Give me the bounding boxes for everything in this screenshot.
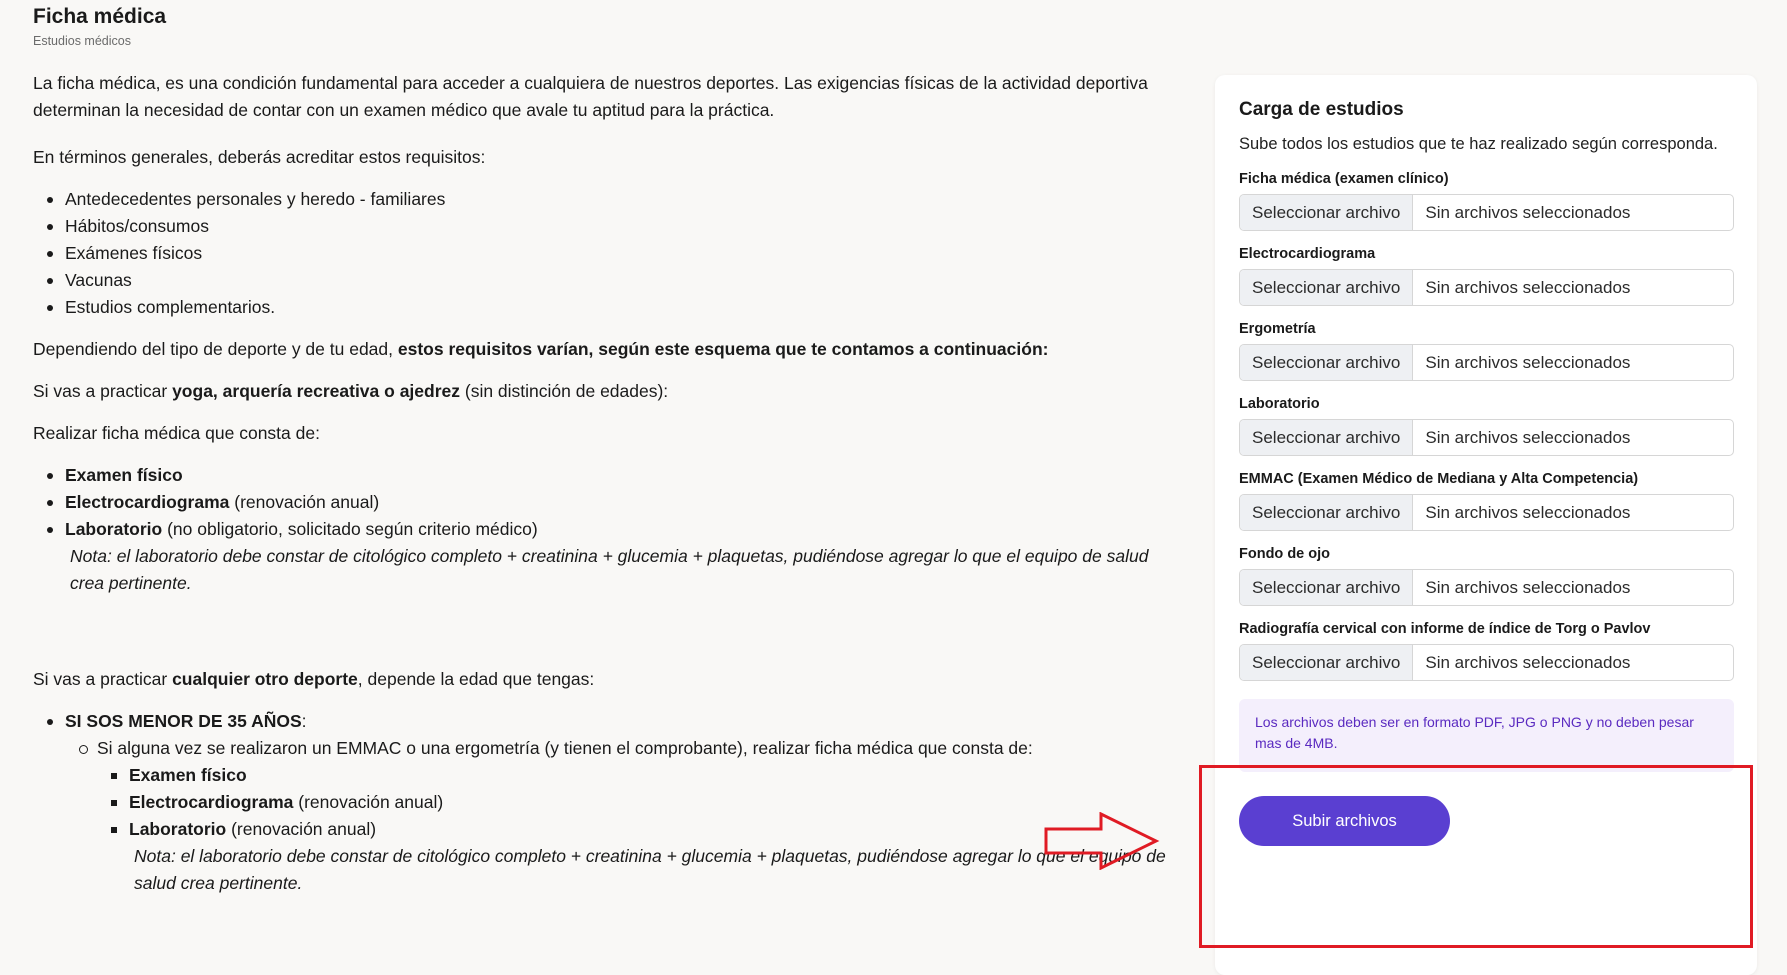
list-item: Electrocardiograma (renovación anual)	[65, 489, 1168, 516]
list-item: Examen físico	[65, 462, 1168, 489]
list-item: Laboratorio (renovación anual) Nota: el laboratorio debe constar de citológico completo + creatinina + glucemia + plaquetas, pudiéndose agregar lo que el equipo de salud crea pertinente.	[129, 816, 1168, 897]
arrow-right-icon	[1043, 812, 1161, 870]
file-status: Sin archivos seleccionados	[1425, 653, 1631, 672]
field-label: EMMAC (Examen Médico de Mediana y Alta Competencia)	[1239, 471, 1639, 487]
list-item: Antedecedentes personales y heredo - familiares	[65, 186, 1168, 213]
lab-note: Nota: el laboratorio debe constar de citológico completo + creatinina + glucemia + plaquetas, pudiéndose agregar lo que el equipo de salud crea pertinente.	[134, 846, 1166, 893]
list-item: Examen físico	[129, 762, 1168, 789]
upload-field	[1239, 620, 1733, 681]
field-label: Ficha médica (examen clínico)	[1239, 171, 1449, 187]
list-item: Electrocardiograma (renovación anual)	[129, 789, 1168, 816]
file-input[interactable]	[1239, 644, 1734, 681]
select-file-button[interactable]: Seleccionar archivo	[1240, 420, 1413, 455]
file-input[interactable]	[1239, 494, 1734, 531]
file-input[interactable]	[1239, 344, 1734, 381]
list-item: Si alguna vez se realizaron un EMMAC o una ergometría (y tienen el comprobante), realizar ficha médica que consta de: Examen físico Electrocardiograma (renovación anual) Laboratorio (renovación anual) Nota: el laboratorio debe constar de citológico completo + creatinina + glucemia + plaquetas, pudiéndose agregar lo que el equipo de salud crea pertinente.	[97, 735, 1168, 897]
select-file-button[interactable]: Seleccionar archivo	[1240, 270, 1413, 305]
field-label: Fondo de ojo	[1239, 546, 1331, 562]
main-content	[33, 0, 1168, 897]
intro-paragraph: La ficha médica, es una condición fundamental para acceder a cualquiera de nuestros deportes. Las exigencias físicas de la actividad deportiva determinan la necesidad de contar con un examen médico que avale tu aptitud para la práctica.	[33, 73, 1148, 120]
list-item: Hábitos/consumos	[65, 213, 1168, 240]
list-item: SI SOS MENOR DE 35 AÑOS: Si alguna vez se realizaron un EMMAC o una ergometría (y tienen el comprobante), realizar ficha médica que consta de: Examen físico Electrocardiograma (renovación anual) Laboratorio (renovación anual) Nota: el laboratorio debe constar de citológico completo + creatinina + glucemia + plaquetas, pudiéndose agregar lo que el equipo de salud crea pertinente.	[65, 708, 1168, 897]
other-sport-paragraph: Si vas a practicar cualquier otro deporte, depende la edad que tengas:	[33, 669, 595, 689]
upload-files-button[interactable]: Subir archivos	[1239, 796, 1450, 846]
field-label: Laboratorio	[1239, 396, 1320, 412]
page-title: Ficha médica	[33, 5, 167, 28]
file-input[interactable]	[1239, 194, 1734, 231]
realizar-paragraph: Realizar ficha médica que consta de:	[33, 423, 320, 443]
lab-note: Nota: el laboratorio debe constar de citológico completo + creatinina + glucemia + plaquetas, pudiéndose agregar lo que el equipo de salud crea pertinente.	[70, 546, 1149, 593]
yoga-paragraph: Si vas a practicar yoga, arquería recreativa o ajedrez (sin distinción de edades):	[33, 381, 669, 401]
upload-title: Carga de estudios	[1239, 99, 1404, 120]
yoga-list	[33, 462, 1168, 597]
upload-field	[1239, 545, 1733, 606]
file-status: Sin archivos seleccionados	[1425, 503, 1631, 522]
select-file-button[interactable]: Seleccionar archivo	[1240, 345, 1413, 380]
age-list	[33, 708, 1168, 897]
list-item: Laboratorio (no obligatorio, solicitado según criterio médico) Nota: el laboratorio debe constar de citológico completo + creatinina + glucemia + plaquetas, pudiéndose agregar lo que el equipo de salud crea pertinente.	[65, 516, 1168, 597]
file-input[interactable]	[1239, 419, 1734, 456]
file-input[interactable]	[1239, 569, 1734, 606]
file-format-notice: Los archivos deben ser en formato PDF, JPG o PNG y no deben pesar mas de 4MB.	[1239, 699, 1734, 772]
depends-paragraph: Dependiendo del tipo de deporte y de tu edad, estos requisitos varían, según este esquema que te contamos a continuación:	[33, 339, 1049, 359]
page-subtitle: Estudios médicos	[33, 34, 131, 48]
requirements-list	[33, 186, 1168, 321]
upload-field	[1239, 170, 1733, 231]
list-item: Vacunas	[65, 267, 1168, 294]
list-item: Exámenes físicos	[65, 240, 1168, 267]
upload-field	[1239, 320, 1733, 381]
select-file-button[interactable]: Seleccionar archivo	[1240, 570, 1413, 605]
field-label: Electrocardiograma	[1239, 246, 1376, 262]
upload-field	[1239, 470, 1733, 531]
file-status: Sin archivos seleccionados	[1425, 353, 1631, 372]
field-label: Radiografía cervical con informe de índice de Torg o Pavlov	[1239, 621, 1651, 637]
file-status: Sin archivos seleccionados	[1425, 428, 1631, 447]
select-file-button[interactable]: Seleccionar archivo	[1240, 195, 1413, 230]
file-status: Sin archivos seleccionados	[1425, 578, 1631, 597]
general-paragraph: En términos generales, deberás acreditar estos requisitos:	[33, 147, 486, 167]
upload-field	[1239, 245, 1733, 306]
select-file-button[interactable]: Seleccionar archivo	[1240, 645, 1413, 680]
field-label: Ergometría	[1239, 321, 1316, 337]
file-status: Sin archivos seleccionados	[1425, 203, 1631, 222]
list-item: Estudios complementarios.	[65, 294, 1168, 321]
upload-description: Sube todos los estudios que te haz realizado según corresponda.	[1239, 135, 1718, 153]
file-status: Sin archivos seleccionados	[1425, 278, 1631, 297]
upload-field	[1239, 395, 1733, 456]
select-file-button[interactable]: Seleccionar archivo	[1240, 495, 1413, 530]
file-input[interactable]	[1239, 269, 1734, 306]
upload-card	[1215, 75, 1757, 975]
